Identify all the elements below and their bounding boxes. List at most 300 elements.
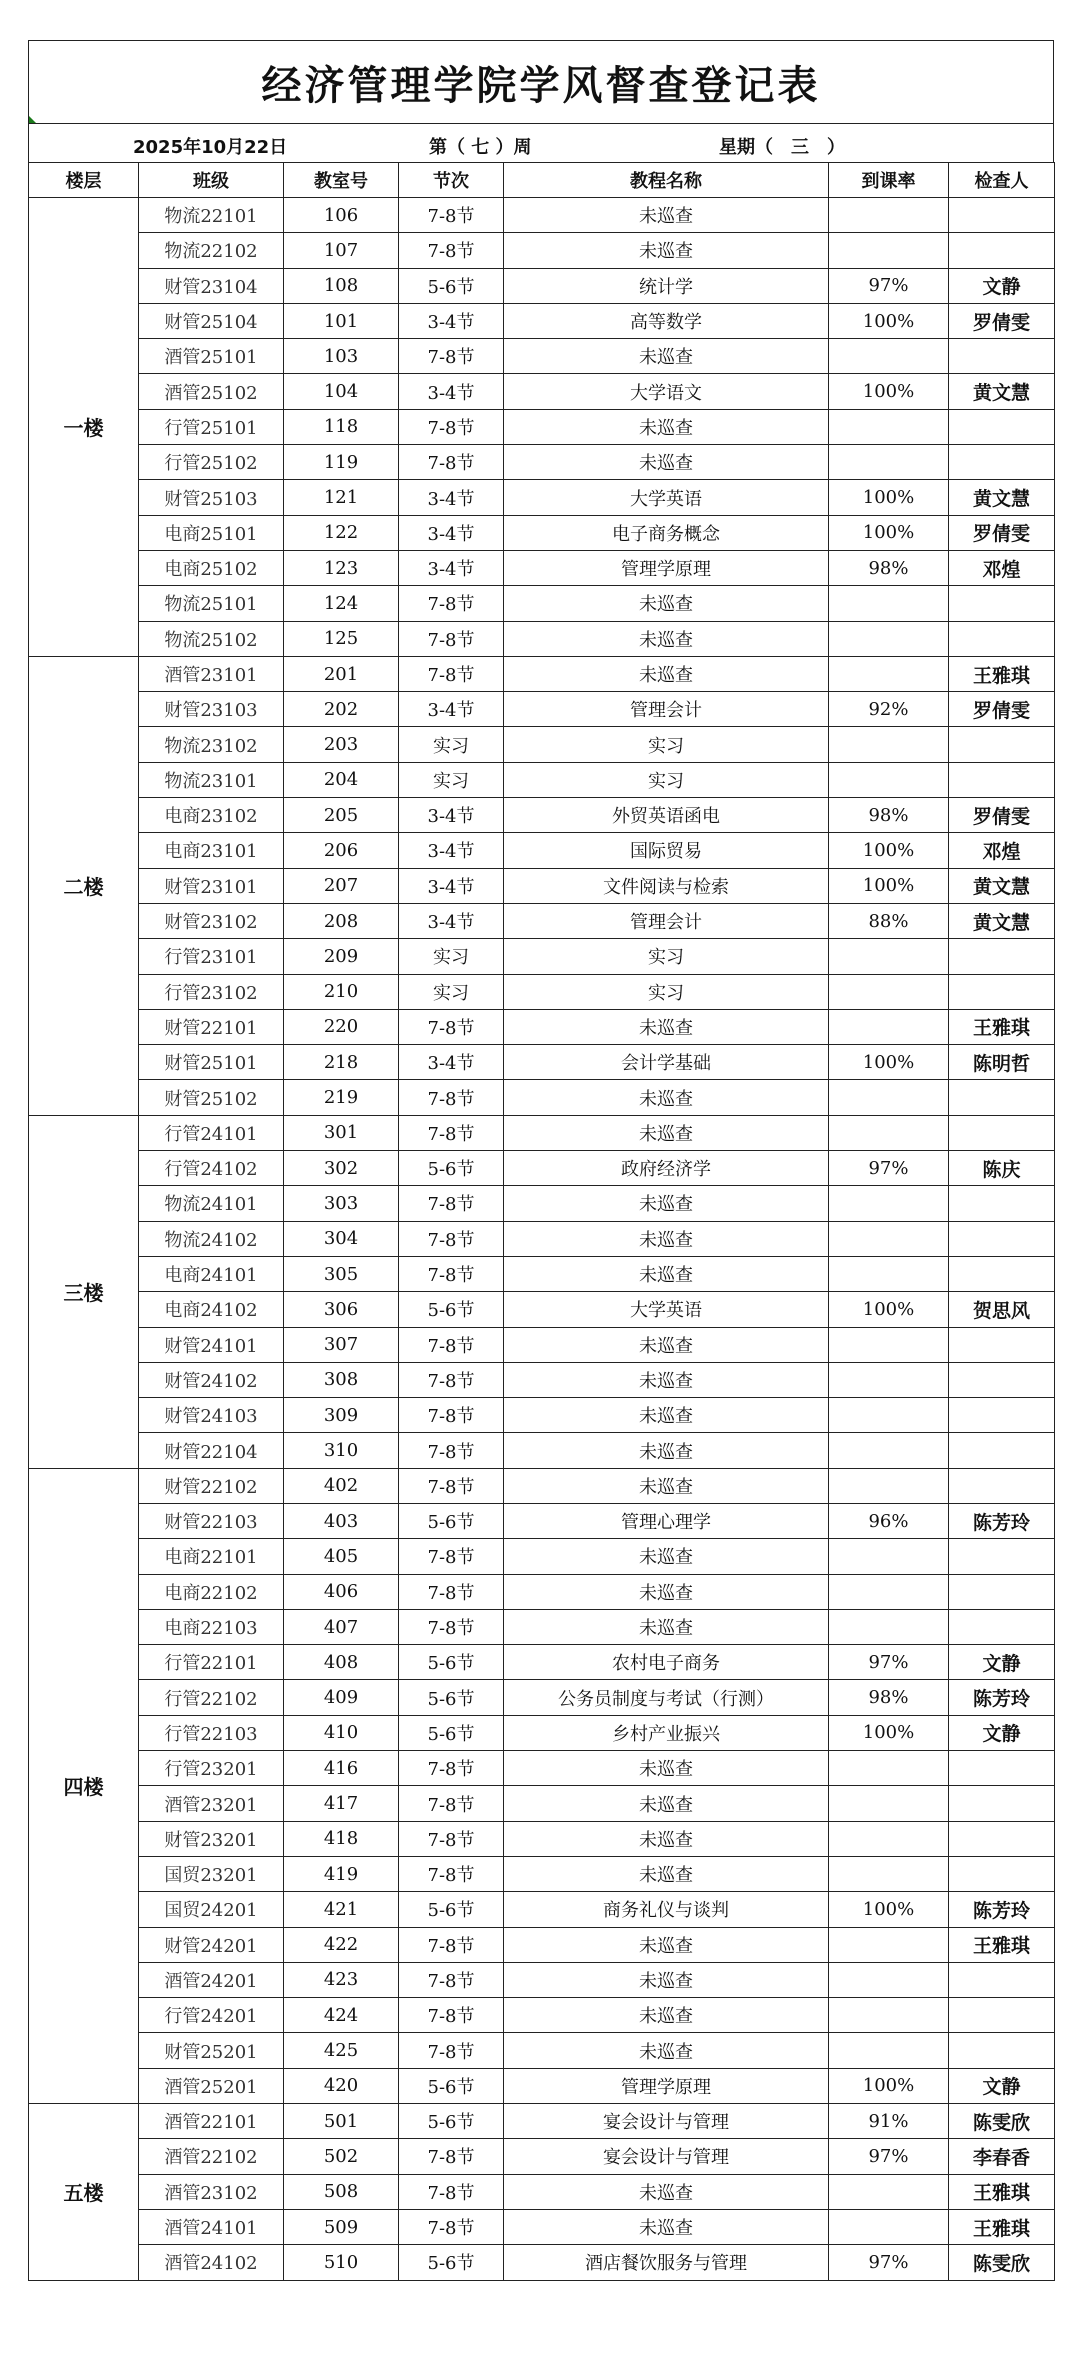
row-room: 206 xyxy=(284,833,399,868)
row-period: 5-6节 xyxy=(399,1645,504,1680)
row-period: 7-8节 xyxy=(399,1256,504,1291)
row-class: 酒管24201 xyxy=(139,1962,284,1997)
row-class: 财管25103 xyxy=(139,480,284,515)
row-course: 未巡查 xyxy=(504,1362,829,1397)
row-period: 5-6节 xyxy=(399,1292,504,1327)
row-period: 7-8节 xyxy=(399,621,504,656)
row-room: 209 xyxy=(284,939,399,974)
row-class: 行管22102 xyxy=(139,1680,284,1715)
row-course: 未巡查 xyxy=(504,1574,829,1609)
table-row xyxy=(29,868,1055,903)
row-course: 未巡查 xyxy=(504,1962,829,1997)
row-room: 201 xyxy=(284,656,399,691)
table-row xyxy=(29,2245,1055,2280)
row-room: 510 xyxy=(284,2245,399,2280)
row-checker xyxy=(949,233,1055,268)
row-checker xyxy=(949,1221,1055,1256)
row-course: 大学语文 xyxy=(504,374,829,409)
row-class: 财管25104 xyxy=(139,303,284,338)
row-attendance: 97% xyxy=(829,2139,949,2174)
row-course: 未巡查 xyxy=(504,1821,829,1856)
row-attendance xyxy=(829,1786,949,1821)
row-class: 酒管22102 xyxy=(139,2139,284,2174)
table-row xyxy=(29,1645,1055,1680)
row-attendance xyxy=(829,409,949,444)
table-row xyxy=(29,1080,1055,1115)
row-attendance: 100% xyxy=(829,1045,949,1080)
row-room: 118 xyxy=(284,409,399,444)
row-room: 406 xyxy=(284,1574,399,1609)
header-attendance: 到课率 xyxy=(829,163,949,198)
row-course: 农村电子商务 xyxy=(504,1645,829,1680)
row-attendance: 100% xyxy=(829,2068,949,2103)
row-class: 财管22104 xyxy=(139,1433,284,1468)
row-period: 7-8节 xyxy=(399,1751,504,1786)
table-row xyxy=(29,268,1055,303)
row-attendance xyxy=(829,1186,949,1221)
row-course: 实习 xyxy=(504,762,829,797)
row-checker: 文静 xyxy=(949,1645,1055,1680)
row-period: 7-8节 xyxy=(399,1998,504,2033)
table-row xyxy=(29,1574,1055,1609)
row-course: 文件阅读与检索 xyxy=(504,868,829,903)
row-course: 未巡查 xyxy=(504,1786,829,1821)
row-period: 7-8节 xyxy=(399,656,504,691)
table-row xyxy=(29,1009,1055,1044)
table-row xyxy=(29,1327,1055,1362)
row-course: 电子商务概念 xyxy=(504,515,829,550)
date-text: 2025年10月22日 xyxy=(133,137,288,158)
table-row xyxy=(29,727,1055,762)
row-period: 7-8节 xyxy=(399,1433,504,1468)
table-row xyxy=(29,409,1055,444)
table-row xyxy=(29,2068,1055,2103)
row-room: 409 xyxy=(284,1680,399,1715)
row-course: 未巡查 xyxy=(504,1751,829,1786)
row-class: 物流24101 xyxy=(139,1186,284,1221)
row-class: 财管25201 xyxy=(139,2033,284,2068)
row-checker: 陈芳玲 xyxy=(949,1503,1055,1538)
table-row xyxy=(29,833,1055,868)
row-checker xyxy=(949,621,1055,656)
row-class: 电商24102 xyxy=(139,1292,284,1327)
row-checker: 王雅琪 xyxy=(949,2209,1055,2244)
row-class: 行管23101 xyxy=(139,939,284,974)
row-checker: 陈庆 xyxy=(949,1151,1055,1186)
row-checker: 黄文慧 xyxy=(949,903,1055,938)
row-attendance xyxy=(829,939,949,974)
row-room: 417 xyxy=(284,1786,399,1821)
row-checker xyxy=(949,727,1055,762)
row-checker xyxy=(949,1574,1055,1609)
row-attendance: 92% xyxy=(829,692,949,727)
row-class: 财管23103 xyxy=(139,692,284,727)
row-period: 7-8节 xyxy=(399,1821,504,1856)
row-class: 行管24102 xyxy=(139,1151,284,1186)
row-room: 420 xyxy=(284,2068,399,2103)
row-course: 未巡查 xyxy=(504,1433,829,1468)
row-room: 218 xyxy=(284,1045,399,1080)
row-course: 管理会计 xyxy=(504,692,829,727)
row-room: 303 xyxy=(284,1186,399,1221)
table-row xyxy=(29,1927,1055,1962)
row-attendance: 100% xyxy=(829,1715,949,1750)
table-row xyxy=(29,445,1055,480)
table-body xyxy=(29,198,1055,2281)
row-room: 204 xyxy=(284,762,399,797)
row-period: 7-8节 xyxy=(399,1398,504,1433)
row-attendance xyxy=(829,198,949,233)
row-attendance: 100% xyxy=(829,833,949,868)
row-checker xyxy=(949,1856,1055,1891)
row-class: 物流24102 xyxy=(139,1221,284,1256)
table-row xyxy=(29,2209,1055,2244)
table-row xyxy=(29,1362,1055,1397)
row-room: 122 xyxy=(284,515,399,550)
row-course: 未巡查 xyxy=(504,1327,829,1362)
row-course: 管理学原理 xyxy=(504,550,829,585)
row-checker xyxy=(949,339,1055,374)
row-period: 3-4节 xyxy=(399,550,504,585)
row-checker xyxy=(949,409,1055,444)
row-class: 酒管22101 xyxy=(139,2104,284,2139)
row-checker: 黄文慧 xyxy=(949,868,1055,903)
row-course: 实习 xyxy=(504,939,829,974)
row-checker xyxy=(949,198,1055,233)
row-period: 3-4节 xyxy=(399,798,504,833)
row-checker: 陈芳玲 xyxy=(949,1680,1055,1715)
row-course: 未巡查 xyxy=(504,2209,829,2244)
row-checker: 王雅琪 xyxy=(949,1009,1055,1044)
row-attendance: 98% xyxy=(829,798,949,833)
row-attendance xyxy=(829,656,949,691)
table-row xyxy=(29,1468,1055,1503)
row-period: 3-4节 xyxy=(399,515,504,550)
table-row xyxy=(29,1998,1055,2033)
row-room: 410 xyxy=(284,1715,399,1750)
row-room: 202 xyxy=(284,692,399,727)
header-class: 班级 xyxy=(139,163,284,198)
row-checker: 贺思风 xyxy=(949,1292,1055,1327)
table-row xyxy=(29,198,1055,233)
row-period: 5-6节 xyxy=(399,1680,504,1715)
row-checker xyxy=(949,1962,1055,1997)
row-room: 407 xyxy=(284,1609,399,1644)
row-checker: 陈明哲 xyxy=(949,1045,1055,1080)
row-attendance: 97% xyxy=(829,2245,949,2280)
row-room: 103 xyxy=(284,339,399,374)
row-room: 219 xyxy=(284,1080,399,1115)
row-checker xyxy=(949,1080,1055,1115)
row-class: 物流25101 xyxy=(139,586,284,621)
table-row xyxy=(29,1151,1055,1186)
row-course: 公务员制度与考试（行测） xyxy=(504,1680,829,1715)
row-period: 7-8节 xyxy=(399,1186,504,1221)
row-class: 行管24201 xyxy=(139,1998,284,2033)
row-attendance xyxy=(829,1362,949,1397)
table-row xyxy=(29,303,1055,338)
row-checker: 陈雯欣 xyxy=(949,2245,1055,2280)
row-checker: 黄文慧 xyxy=(949,374,1055,409)
row-course: 宴会设计与管理 xyxy=(504,2104,829,2139)
row-checker: 罗倩雯 xyxy=(949,692,1055,727)
row-class: 电商23101 xyxy=(139,833,284,868)
row-checker: 王雅琪 xyxy=(949,2174,1055,2209)
row-attendance xyxy=(829,445,949,480)
inspection-sheet xyxy=(28,40,1054,2281)
row-checker xyxy=(949,1609,1055,1644)
row-period: 7-8节 xyxy=(399,1009,504,1044)
floor-label: 四楼 xyxy=(29,1468,139,2103)
table-row xyxy=(29,1115,1055,1150)
table-row xyxy=(29,903,1055,938)
row-class: 酒管25102 xyxy=(139,374,284,409)
row-class: 电商22101 xyxy=(139,1539,284,1574)
week-text: 第（ 七 ）周 xyxy=(429,137,532,158)
row-checker xyxy=(949,1468,1055,1503)
table-row xyxy=(29,1398,1055,1433)
table-row xyxy=(29,1786,1055,1821)
row-room: 210 xyxy=(284,974,399,1009)
row-checker: 文静 xyxy=(949,1715,1055,1750)
row-attendance xyxy=(829,233,949,268)
row-checker xyxy=(949,762,1055,797)
row-attendance: 96% xyxy=(829,1503,949,1538)
row-checker: 罗倩雯 xyxy=(949,515,1055,550)
row-course: 未巡查 xyxy=(504,1468,829,1503)
table-row xyxy=(29,1680,1055,1715)
row-class: 行管25102 xyxy=(139,445,284,480)
row-room: 302 xyxy=(284,1151,399,1186)
row-period: 7-8节 xyxy=(399,2174,504,2209)
table-row xyxy=(29,2033,1055,2068)
table-row xyxy=(29,1256,1055,1291)
row-class: 财管25101 xyxy=(139,1045,284,1080)
row-class: 物流22102 xyxy=(139,233,284,268)
weekday-text: 星期（ 三 ） xyxy=(719,137,845,158)
row-checker: 罗倩雯 xyxy=(949,303,1055,338)
floor-label: 五楼 xyxy=(29,2104,139,2280)
row-period: 5-6节 xyxy=(399,2245,504,2280)
row-course: 未巡查 xyxy=(504,656,829,691)
row-checker: 邓煌 xyxy=(949,550,1055,585)
info-row xyxy=(28,123,1054,162)
row-course: 实习 xyxy=(504,974,829,1009)
row-class: 国贸24201 xyxy=(139,1892,284,1927)
row-class: 酒管25101 xyxy=(139,339,284,374)
row-class: 财管24201 xyxy=(139,1927,284,1962)
row-attendance: 100% xyxy=(829,1892,949,1927)
header-floor: 楼层 xyxy=(29,163,139,198)
table-row xyxy=(29,1433,1055,1468)
row-room: 207 xyxy=(284,868,399,903)
row-period: 5-6节 xyxy=(399,268,504,303)
row-class: 物流23102 xyxy=(139,727,284,762)
row-checker xyxy=(949,974,1055,1009)
row-attendance: 100% xyxy=(829,1292,949,1327)
row-period: 7-8节 xyxy=(399,2209,504,2244)
row-room: 310 xyxy=(284,1433,399,1468)
row-course: 未巡查 xyxy=(504,1539,829,1574)
row-period: 7-8节 xyxy=(399,1609,504,1644)
row-class: 行管22101 xyxy=(139,1645,284,1680)
row-course: 未巡查 xyxy=(504,445,829,480)
row-checker: 陈芳玲 xyxy=(949,1892,1055,1927)
row-attendance xyxy=(829,1115,949,1150)
row-course: 大学英语 xyxy=(504,1292,829,1327)
row-period: 7-8节 xyxy=(399,233,504,268)
row-period: 3-4节 xyxy=(399,374,504,409)
row-checker xyxy=(949,586,1055,621)
row-checker: 李春香 xyxy=(949,2139,1055,2174)
row-class: 财管25102 xyxy=(139,1080,284,1115)
row-course: 未巡查 xyxy=(504,586,829,621)
row-period: 5-6节 xyxy=(399,2068,504,2103)
row-room: 121 xyxy=(284,480,399,515)
row-course: 未巡查 xyxy=(504,198,829,233)
row-class: 财管23201 xyxy=(139,1821,284,1856)
row-class: 酒管23101 xyxy=(139,656,284,691)
floor-label: 一楼 xyxy=(29,198,139,657)
row-attendance: 91% xyxy=(829,2104,949,2139)
row-class: 酒管23201 xyxy=(139,1786,284,1821)
row-course: 国际贸易 xyxy=(504,833,829,868)
row-period: 7-8节 xyxy=(399,1856,504,1891)
row-room: 308 xyxy=(284,1362,399,1397)
row-period: 7-8节 xyxy=(399,409,504,444)
row-period: 7-8节 xyxy=(399,2033,504,2068)
row-checker xyxy=(949,1398,1055,1433)
row-period: 5-6节 xyxy=(399,1892,504,1927)
row-attendance xyxy=(829,1927,949,1962)
row-class: 财管22101 xyxy=(139,1009,284,1044)
row-attendance xyxy=(829,2174,949,2209)
table-row xyxy=(29,339,1055,374)
row-attendance: 88% xyxy=(829,903,949,938)
row-period: 7-8节 xyxy=(399,339,504,374)
row-checker xyxy=(949,1821,1055,1856)
row-room: 108 xyxy=(284,268,399,303)
row-attendance: 98% xyxy=(829,1680,949,1715)
row-period: 7-8节 xyxy=(399,1574,504,1609)
row-period: 5-6节 xyxy=(399,2104,504,2139)
row-attendance xyxy=(829,2033,949,2068)
row-checker xyxy=(949,1115,1055,1150)
row-attendance xyxy=(829,1468,949,1503)
row-period: 3-4节 xyxy=(399,303,504,338)
row-class: 财管23101 xyxy=(139,868,284,903)
row-attendance xyxy=(829,1009,949,1044)
row-course: 未巡查 xyxy=(504,1009,829,1044)
row-class: 电商23102 xyxy=(139,798,284,833)
row-room: 416 xyxy=(284,1751,399,1786)
row-room: 305 xyxy=(284,1256,399,1291)
row-class: 行管23102 xyxy=(139,974,284,1009)
row-course: 会计学基础 xyxy=(504,1045,829,1080)
row-attendance: 100% xyxy=(829,480,949,515)
table-row xyxy=(29,2174,1055,2209)
table-row xyxy=(29,550,1055,585)
row-room: 422 xyxy=(284,1927,399,1962)
row-class: 行管25101 xyxy=(139,409,284,444)
row-room: 205 xyxy=(284,798,399,833)
floor-label: 二楼 xyxy=(29,656,139,1115)
row-class: 电商24101 xyxy=(139,1256,284,1291)
row-room: 123 xyxy=(284,550,399,585)
row-class: 电商25101 xyxy=(139,515,284,550)
row-attendance xyxy=(829,1574,949,1609)
row-checker xyxy=(949,1362,1055,1397)
row-attendance xyxy=(829,1609,949,1644)
row-room: 508 xyxy=(284,2174,399,2209)
row-course: 外贸英语函电 xyxy=(504,798,829,833)
row-room: 104 xyxy=(284,374,399,409)
row-room: 119 xyxy=(284,445,399,480)
table-row xyxy=(29,974,1055,1009)
table-row xyxy=(29,515,1055,550)
row-course: 未巡查 xyxy=(504,1256,829,1291)
row-room: 307 xyxy=(284,1327,399,1362)
row-attendance xyxy=(829,727,949,762)
table-row xyxy=(29,1856,1055,1891)
table-row xyxy=(29,1609,1055,1644)
row-room: 425 xyxy=(284,2033,399,2068)
row-period: 5-6节 xyxy=(399,1503,504,1538)
row-course: 酒店餐饮服务与管理 xyxy=(504,2245,829,2280)
table-row xyxy=(29,1045,1055,1080)
table-row xyxy=(29,762,1055,797)
row-checker xyxy=(949,1539,1055,1574)
row-room: 101 xyxy=(284,303,399,338)
row-room: 125 xyxy=(284,621,399,656)
row-course: 未巡查 xyxy=(504,339,829,374)
row-room: 403 xyxy=(284,1503,399,1538)
row-room: 423 xyxy=(284,1962,399,1997)
row-class: 财管23104 xyxy=(139,268,284,303)
row-checker xyxy=(949,1327,1055,1362)
row-class: 物流22101 xyxy=(139,198,284,233)
row-period: 7-8节 xyxy=(399,1221,504,1256)
row-course: 统计学 xyxy=(504,268,829,303)
table-row xyxy=(29,1715,1055,1750)
table-row xyxy=(29,1962,1055,1997)
table-row xyxy=(29,621,1055,656)
row-course: 政府经济学 xyxy=(504,1151,829,1186)
row-attendance: 97% xyxy=(829,1151,949,1186)
row-room: 208 xyxy=(284,903,399,938)
row-room: 106 xyxy=(284,198,399,233)
header-room: 教室号 xyxy=(284,163,399,198)
table-row xyxy=(29,1892,1055,1927)
table-row xyxy=(29,1539,1055,1574)
row-class: 电商22103 xyxy=(139,1609,284,1644)
row-period: 7-8节 xyxy=(399,1327,504,1362)
row-period: 7-8节 xyxy=(399,1080,504,1115)
row-period: 3-4节 xyxy=(399,692,504,727)
row-room: 421 xyxy=(284,1892,399,1927)
table-row xyxy=(29,1186,1055,1221)
row-checker xyxy=(949,939,1055,974)
row-period: 3-4节 xyxy=(399,903,504,938)
row-course: 未巡查 xyxy=(504,1221,829,1256)
row-room: 220 xyxy=(284,1009,399,1044)
row-checker xyxy=(949,1998,1055,2033)
row-class: 行管24101 xyxy=(139,1115,284,1150)
row-attendance: 98% xyxy=(829,550,949,585)
row-checker: 王雅琪 xyxy=(949,656,1055,691)
row-course: 乡村产业振兴 xyxy=(504,1715,829,1750)
table-row xyxy=(29,586,1055,621)
